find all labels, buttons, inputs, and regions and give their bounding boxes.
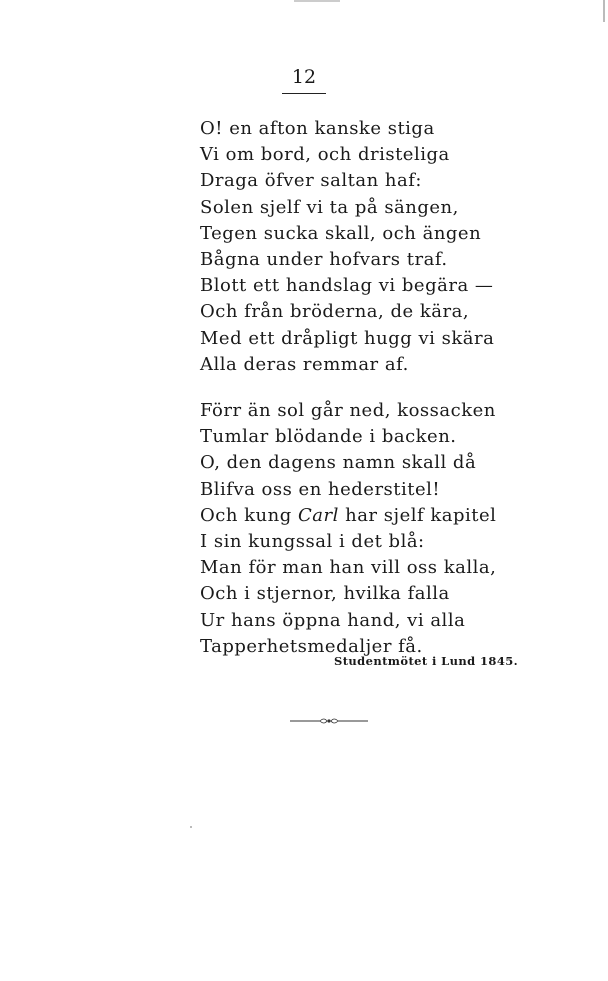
verse-line: Och från bröderna, de kära, xyxy=(200,301,470,323)
verse-line: Man för man han vill oss kalla, xyxy=(200,557,497,579)
verse-line: O! en afton kanske stiga xyxy=(200,118,435,139)
stanza-1 xyxy=(200,116,494,378)
verse-line: Förr än sol går ned, kossacken xyxy=(200,400,496,421)
verse-line: Bågna under hofvars traf. xyxy=(200,249,448,271)
verse-line: O, den dagens namn skall då xyxy=(200,452,477,474)
verse-text: har sjelf kapitel xyxy=(338,504,497,526)
verse-line: Tumlar blödande i backen. xyxy=(200,426,457,448)
verse-line: Solen sjelf vi ta på sängen, xyxy=(200,196,459,218)
verse-line: Tegen sucka skall, och ängen xyxy=(200,222,482,244)
page-number: 12 xyxy=(291,66,317,88)
paper-speck xyxy=(294,0,340,2)
stanza-2 xyxy=(200,398,496,660)
signature: Studentmötet i Lund 1845. xyxy=(334,654,519,668)
verse-line: Blott ett handslag vi begära — xyxy=(200,275,494,297)
fleuron-rule-icon xyxy=(290,716,368,726)
verse-line: Med ett dråpligt hugg vi skära xyxy=(200,327,495,349)
paper-speck xyxy=(603,0,605,22)
verse-line: Och i stjernor, hvilka falla xyxy=(200,583,450,605)
verse-text: Och kung xyxy=(200,504,298,526)
verse-line: Alla deras remmar af. xyxy=(200,353,409,375)
verse-line: Ur hans öppna hand, vi alla xyxy=(200,609,466,631)
paper-speck xyxy=(190,826,192,828)
verse-line: Blifva oss en hederstitel! xyxy=(200,478,441,500)
verse-line: Vi om bord, och dristeliga xyxy=(200,144,450,166)
verse-line: Draga öfver saltan haf: xyxy=(200,170,422,192)
verse-line: I sin kungssal i det blå: xyxy=(200,531,425,553)
verse-line: Tapperhetsmedaljer få. xyxy=(200,635,423,657)
italic-name: Carl xyxy=(298,504,339,526)
page-number-rule xyxy=(282,93,326,94)
verse-line-with-italic xyxy=(200,503,496,529)
